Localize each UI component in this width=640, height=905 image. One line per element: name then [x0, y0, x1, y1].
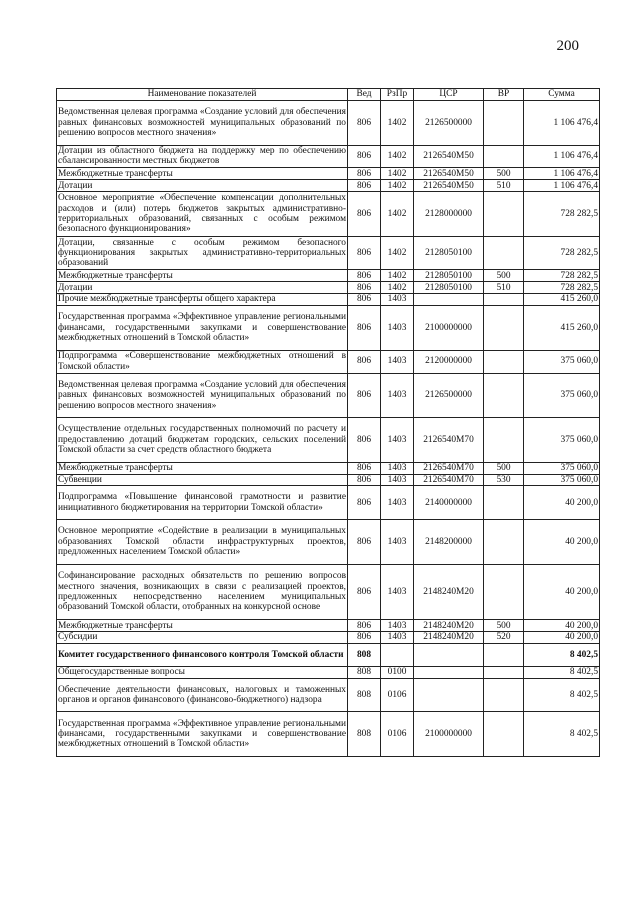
cell-sum: 375 060,0 — [524, 373, 600, 418]
table-row — [57, 192, 600, 237]
cell-sum: 728 282,5 — [524, 270, 600, 282]
cell-csr: 2148240М20 — [414, 620, 484, 632]
cell-rzpr — [381, 644, 414, 667]
cell-ved: 806 — [348, 564, 381, 620]
cell-name: Дотации из областного бюджета на поддержку мер по обеспечению сбалансированности местных бюджетов — [58, 146, 346, 167]
cell-rzpr: 1403 — [381, 294, 414, 306]
cell-name: Межбюджетные трансферты — [57, 620, 348, 632]
cell-vr — [484, 236, 524, 270]
cell-rzpr: 1403 — [381, 350, 414, 373]
cell-name: Общегосударственные вопросы — [57, 666, 348, 678]
cell-vr — [484, 350, 524, 373]
cell-sum: 415 260,0 — [524, 294, 600, 306]
table-row — [57, 474, 600, 486]
cell-vr — [484, 294, 524, 306]
cell-name: Дотации, связанные с особым режимом безопасного функционирования закрытых административно-территориальных образований — [58, 237, 346, 269]
cell-rzpr: 1403 — [381, 418, 414, 463]
cell-name: Осуществление отдельных государственных полномочий по расчету и предоставлению дотаций бюджетам городских, сельских поселений Томской области за счет средств областного бюджета — [57, 418, 348, 463]
cell-name: Основное мероприятие «Содействие в реализации в муниципальных образованиях Томской области инфраструктурных проектов, предложенных населением Томской области» — [57, 520, 348, 565]
cell-ved: 806 — [348, 192, 381, 237]
header-ved: Вед — [348, 89, 381, 101]
table-row — [57, 168, 600, 180]
cell-rzpr: 1403 — [381, 564, 414, 620]
cell-name: Субсидии — [57, 632, 348, 644]
table-row — [57, 294, 600, 306]
cell-vr: 500 — [484, 620, 524, 632]
cell-name: Ведомственная целевая программа «Создание условий для обеспечения равных финансовых возможностей муниципальных образований по решению вопросов местного значения» — [57, 101, 348, 146]
cell-ved: 808 — [348, 644, 381, 667]
cell-sum: 375 060,0 — [524, 462, 600, 474]
cell-sum: 375 060,0 — [524, 418, 600, 463]
cell-ved: 808 — [348, 678, 381, 712]
cell-rzpr: 1403 — [381, 620, 414, 632]
cell-rzpr: 1403 — [381, 306, 414, 351]
cell-sum: 40 200,0 — [524, 564, 600, 620]
cell-vr: 500 — [484, 270, 524, 282]
cell-rzpr: 1402 — [381, 145, 414, 168]
cell-vr — [484, 712, 524, 757]
cell-name: Дотации — [57, 282, 348, 294]
cell-rzpr: 0106 — [381, 678, 414, 712]
cell-name: Подпрограмма «Совершенствование межбюджетных отношений в Томской области» — [58, 351, 346, 372]
table-row — [57, 564, 600, 620]
cell-rzpr: 1403 — [381, 462, 414, 474]
cell-ved: 808 — [348, 712, 381, 757]
cell-sum: 8 402,5 — [524, 678, 600, 712]
cell-rzpr: 1402 — [381, 101, 414, 146]
cell-sum: 40 200,0 — [524, 632, 600, 644]
cell-sum: 40 200,0 — [524, 620, 600, 632]
cell-csr: 2126500000 — [414, 373, 484, 418]
cell-sum: 8 402,5 — [524, 644, 600, 667]
cell-csr: 2148200000 — [414, 520, 484, 565]
header-csr: ЦСР — [414, 89, 484, 101]
cell-name: Подпрограмма «Повышение финансовой грамотности и развитие инициативного бюджетирования на территории Томской области» — [57, 486, 348, 520]
table-row — [57, 644, 600, 667]
cell-vr: 500 — [484, 462, 524, 474]
cell-vr — [484, 644, 524, 667]
cell-vr: 510 — [484, 282, 524, 294]
cell-vr: 500 — [484, 168, 524, 180]
cell-vr — [484, 145, 524, 168]
table-row — [57, 418, 600, 463]
cell-csr: 2126540М50 — [414, 168, 484, 180]
table-row — [57, 145, 600, 168]
cell-csr: 2126500000 — [414, 101, 484, 146]
cell-ved: 806 — [348, 373, 381, 418]
cell-vr — [484, 520, 524, 565]
cell-sum: 728 282,5 — [524, 192, 600, 237]
cell-csr: 2128000000 — [414, 192, 484, 237]
cell-csr: 2100000000 — [414, 712, 484, 757]
cell-csr: 2126540М50 — [414, 180, 484, 192]
cell-rzpr: 1403 — [381, 474, 414, 486]
cell-rzpr: 1403 — [381, 632, 414, 644]
cell-ved: 806 — [348, 486, 381, 520]
cell-name: Дотации — [57, 180, 348, 192]
cell-vr — [484, 564, 524, 620]
cell-name: Основное мероприятие «Обеспечение компенсации дополнительных расходов и (или) потерь бюджетов закрытых административно-территориальных образований, связанных с особым режимом безопасного функционирования» — [58, 193, 346, 235]
cell-ved: 806 — [348, 294, 381, 306]
cell-rzpr: 1402 — [381, 282, 414, 294]
cell-rzpr: 1402 — [381, 168, 414, 180]
cell-vr — [484, 373, 524, 418]
cell-ved: 806 — [348, 145, 381, 168]
table-row — [57, 666, 600, 678]
table-body — [57, 101, 600, 757]
table-row — [57, 462, 600, 474]
page-number: 200 — [556, 38, 579, 54]
cell-vr — [484, 306, 524, 351]
header-sum: Сумма — [524, 89, 600, 101]
cell-sum: 8 402,5 — [524, 712, 600, 757]
table-row — [57, 236, 600, 270]
cell-vr — [484, 666, 524, 678]
cell-ved: 806 — [348, 236, 381, 270]
cell-rzpr: 1403 — [381, 373, 414, 418]
cell-vr: 530 — [484, 474, 524, 486]
cell-ved: 806 — [348, 350, 381, 373]
cell-csr: 2148240М20 — [414, 564, 484, 620]
cell-csr: 2148240М20 — [414, 632, 484, 644]
cell-vr — [484, 418, 524, 463]
cell-csr — [414, 666, 484, 678]
cell-ved: 806 — [348, 101, 381, 146]
cell-csr: 2126540М50 — [414, 145, 484, 168]
table-row — [57, 486, 600, 520]
cell-sum: 1 106 476,4 — [524, 180, 600, 192]
cell-ved: 806 — [348, 282, 381, 294]
cell-sum: 8 402,5 — [524, 666, 600, 678]
table-row — [57, 632, 600, 644]
cell-rzpr: 0106 — [381, 712, 414, 757]
cell-csr — [414, 678, 484, 712]
cell-csr: 2100000000 — [414, 306, 484, 351]
cell-sum: 1 106 476,4 — [524, 168, 600, 180]
cell-vr: 510 — [484, 180, 524, 192]
cell-sum: 40 200,0 — [524, 520, 600, 565]
table-row — [57, 712, 600, 757]
table-row — [57, 180, 600, 192]
cell-name: Обеспечение деятельности финансовых, налоговых и таможенных органов и органов финансового (финансово-бюджетного) надзора — [57, 678, 348, 712]
cell-name: Ведомственная целевая программа «Создание условий для обеспечения равных финансовых возможностей муниципальных образований по решению вопросов местного значения» — [57, 373, 348, 418]
cell-rzpr: 1402 — [381, 236, 414, 270]
cell-sum: 728 282,5 — [524, 236, 600, 270]
cell-name: Комитет государственного финансового контроля Томской области — [57, 644, 348, 667]
cell-ved: 806 — [348, 270, 381, 282]
cell-sum: 1 106 476,4 — [524, 145, 600, 168]
header-rzpr: РзПр — [381, 89, 414, 101]
header-name: Наименование показателей — [57, 89, 348, 101]
table-row — [57, 520, 600, 565]
cell-ved: 806 — [348, 474, 381, 486]
table-row — [57, 306, 600, 351]
cell-name: Государственная программа «Эффективное управление региональными финансами, государственными закупками и совершенствование межбюджетных отношений в Томской области» — [57, 306, 348, 351]
cell-sum: 375 060,0 — [524, 350, 600, 373]
cell-ved: 806 — [348, 620, 381, 632]
cell-csr: 2120000000 — [414, 350, 484, 373]
cell-csr: 2126540М70 — [414, 462, 484, 474]
cell-name: Межбюджетные трансферты — [57, 270, 348, 282]
cell-ved: 806 — [348, 418, 381, 463]
cell-ved: 806 — [348, 306, 381, 351]
cell-csr — [414, 644, 484, 667]
cell-name: Субвенции — [57, 474, 348, 486]
cell-name: Межбюджетные трансферты — [57, 168, 348, 180]
cell-sum: 1 106 476,4 — [524, 101, 600, 146]
cell-csr: 2128050100 — [414, 270, 484, 282]
cell-csr: 2140000000 — [414, 486, 484, 520]
budget-table — [56, 88, 600, 757]
table-row — [57, 101, 600, 146]
cell-csr: 2128050100 — [414, 282, 484, 294]
cell-csr: 2126540М70 — [414, 474, 484, 486]
cell-name: Прочие межбюджетные трансферты общего характера — [57, 294, 348, 306]
header-vr: ВР — [484, 89, 524, 101]
cell-vr — [484, 192, 524, 237]
cell-csr: 2128050100 — [414, 236, 484, 270]
table-row — [57, 282, 600, 294]
cell-ved: 806 — [348, 632, 381, 644]
cell-ved: 806 — [348, 180, 381, 192]
cell-csr — [414, 294, 484, 306]
table-row — [57, 678, 600, 712]
cell-vr — [484, 101, 524, 146]
cell-ved: 806 — [348, 520, 381, 565]
cell-rzpr: 0100 — [381, 666, 414, 678]
cell-sum: 728 282,5 — [524, 282, 600, 294]
cell-name: Софинансирование расходных обязательств по решению вопросов местного значения, возникающих в связи с реализацией проектов, предложенных непосредственно населением муниципальных образований Томской области, отобранных на конкурсной основе — [57, 564, 348, 620]
cell-vr: 520 — [484, 632, 524, 644]
cell-sum: 415 260,0 — [524, 306, 600, 351]
cell-rzpr: 1403 — [381, 520, 414, 565]
table-row — [57, 350, 600, 373]
cell-vr — [484, 486, 524, 520]
cell-vr — [484, 678, 524, 712]
cell-rzpr: 1402 — [381, 180, 414, 192]
cell-sum: 40 200,0 — [524, 486, 600, 520]
table-header-row — [57, 89, 600, 101]
table-row — [57, 270, 600, 282]
cell-rzpr: 1402 — [381, 192, 414, 237]
cell-rzpr: 1402 — [381, 270, 414, 282]
cell-rzpr: 1403 — [381, 486, 414, 520]
cell-ved: 806 — [348, 462, 381, 474]
cell-sum: 375 060,0 — [524, 474, 600, 486]
cell-name: Межбюджетные трансферты — [57, 462, 348, 474]
cell-csr: 2126540М70 — [414, 418, 484, 463]
cell-name: Государственная программа «Эффективное управление региональными финансами, государственными закупками и совершенствование межбюджетных отношений в Томской области» — [57, 712, 348, 757]
cell-ved: 806 — [348, 168, 381, 180]
cell-ved: 808 — [348, 666, 381, 678]
table-row — [57, 373, 600, 418]
table-row — [57, 620, 600, 632]
